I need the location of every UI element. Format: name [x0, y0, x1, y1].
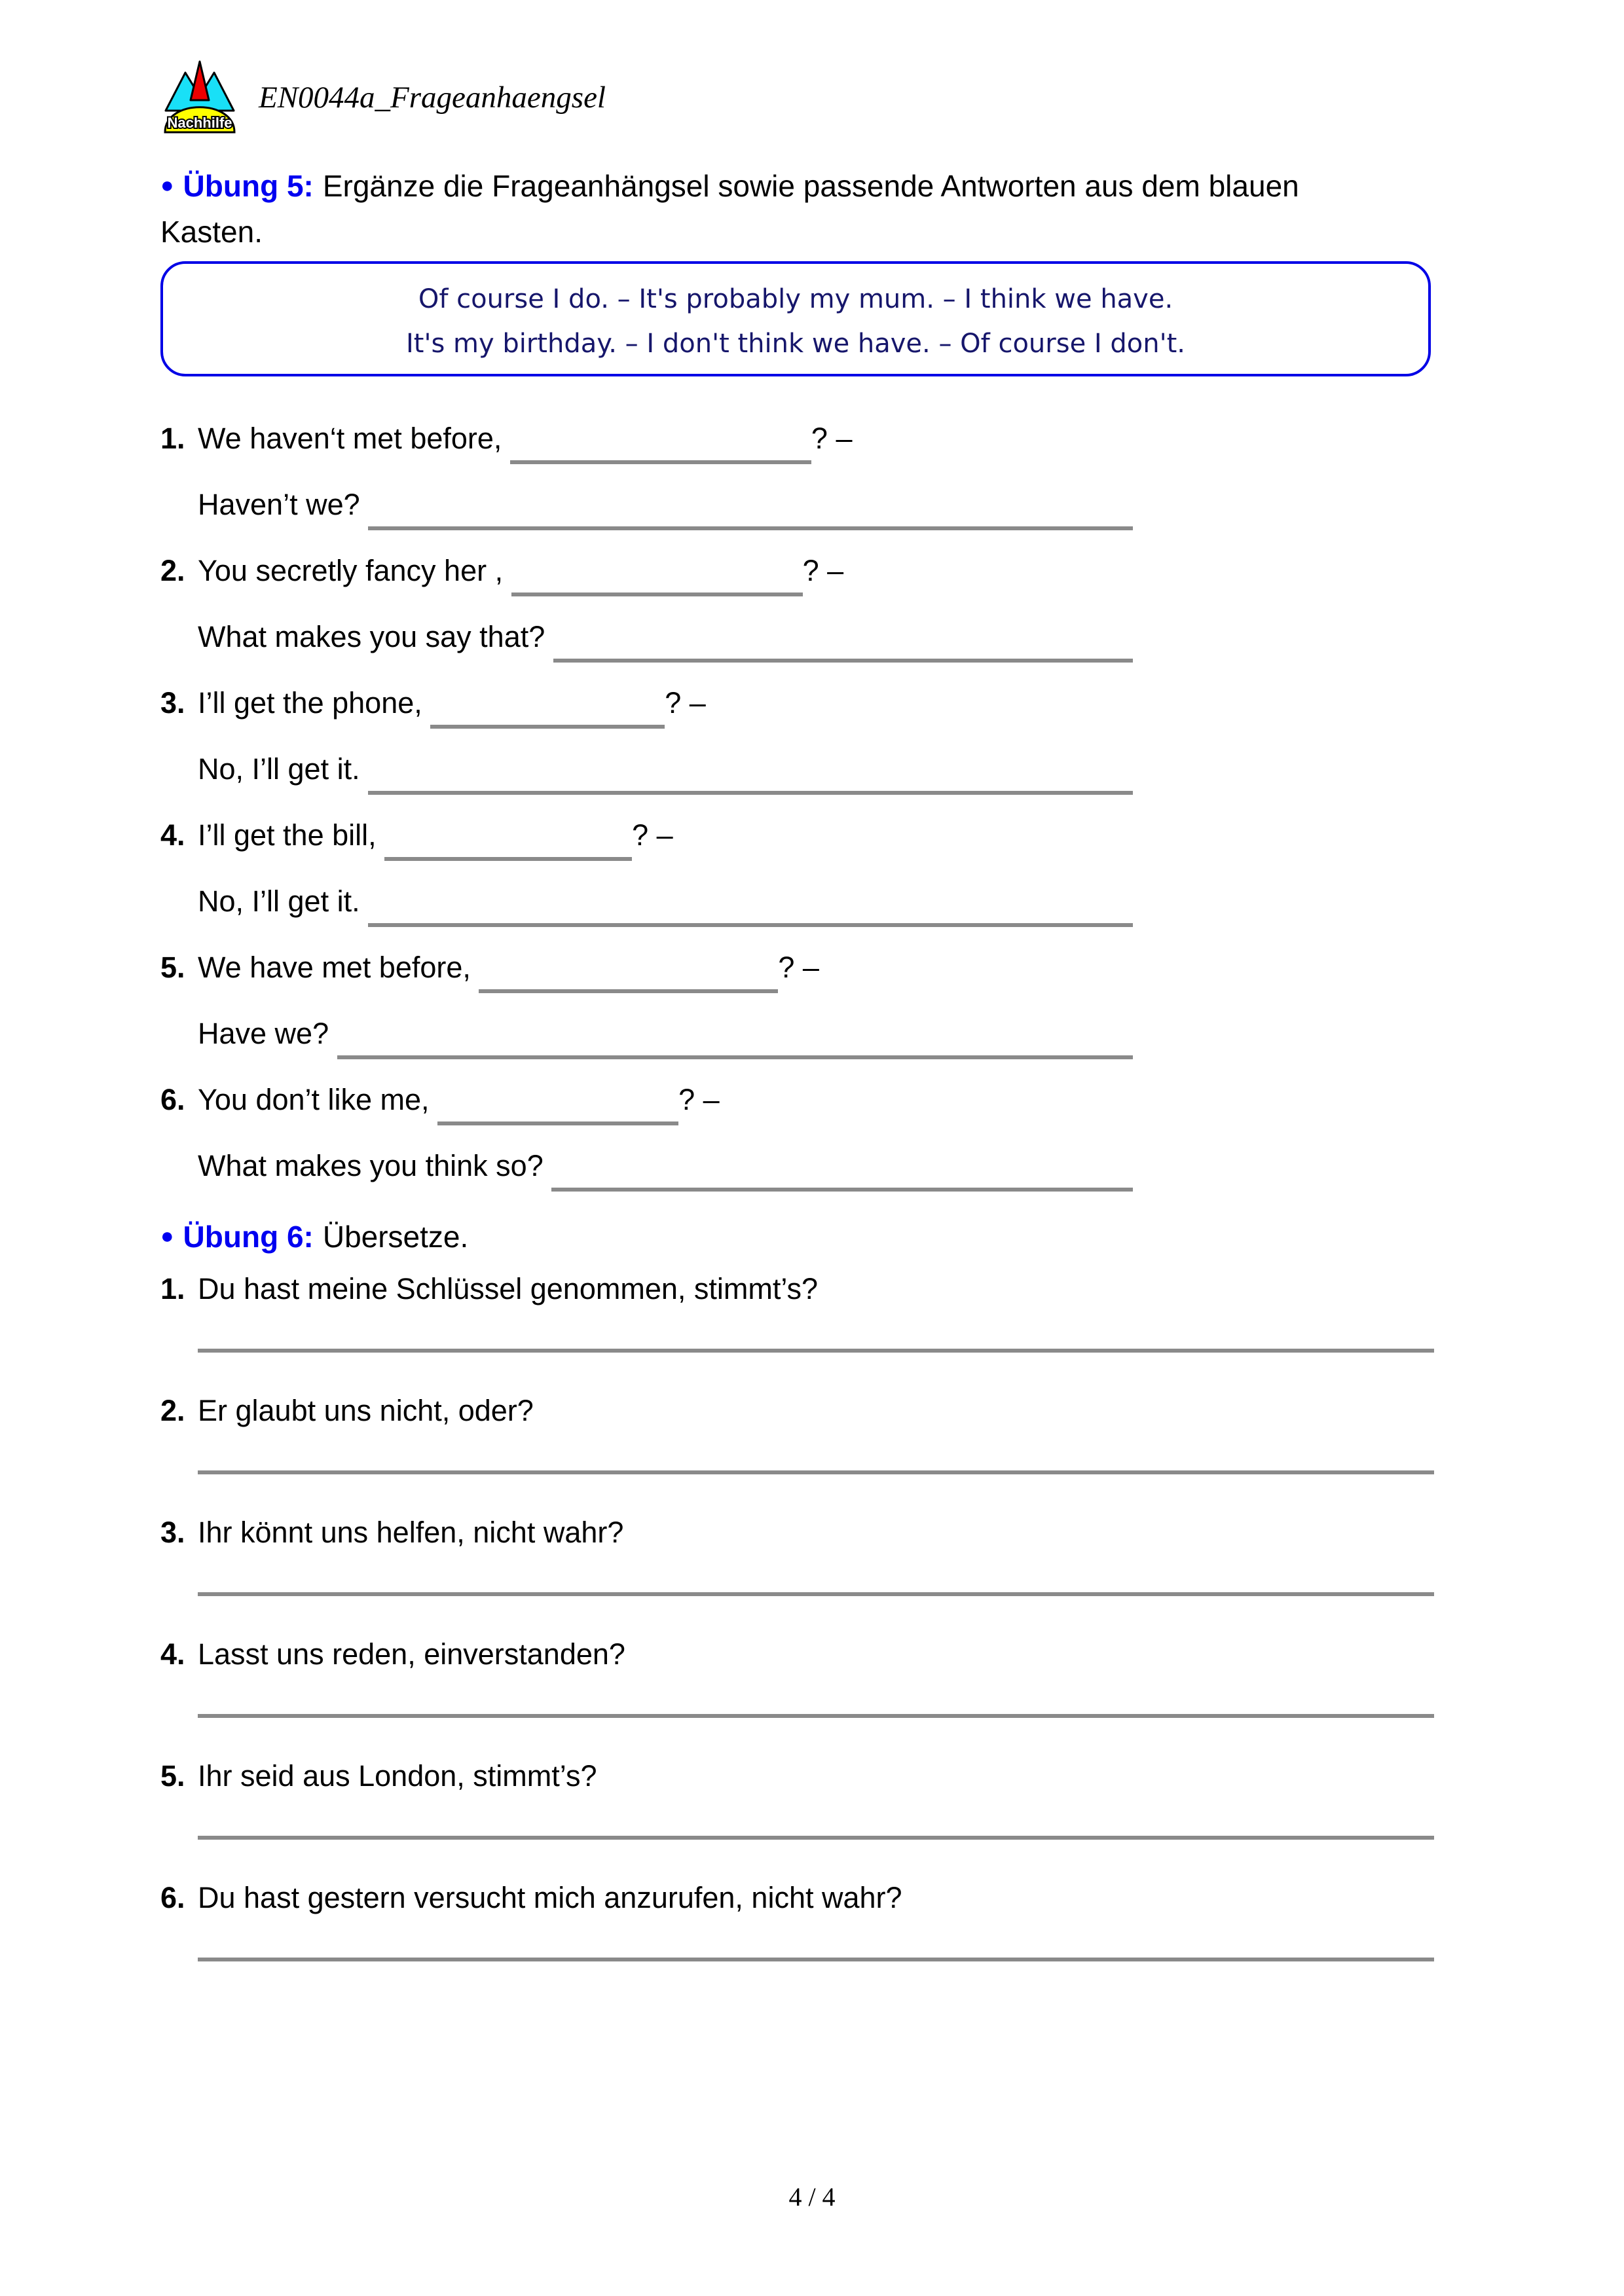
question-text: I’ll get the bill, [198, 818, 385, 852]
answer-prompt: Have we? [198, 1017, 337, 1050]
answer-blank-line [198, 1714, 1434, 1718]
answer-blank-line [553, 659, 1133, 663]
answer-blank-line [198, 1470, 1434, 1474]
answer-row-4 [198, 883, 1133, 920]
translation-item-5 [160, 1757, 1434, 1840]
question-number: 5. [160, 951, 185, 984]
answer-prompt: No, I’ll get it. [198, 752, 369, 786]
answer-prompt: Haven’t we? [198, 488, 369, 521]
translation-question-row [160, 1270, 1434, 1308]
question-text: I’ll get the phone, [198, 686, 431, 720]
question-number: 4. [160, 818, 185, 852]
answer-blank-line [198, 1349, 1434, 1353]
bullet-icon: ● [160, 1224, 174, 1248]
question-text: Du hast meine Schlüssel genommen, stimmt’s? [198, 1272, 819, 1305]
translation-question-row [160, 1392, 1434, 1430]
page-number: 4 / 4 [788, 2182, 836, 2212]
question-number: 4. [160, 1637, 185, 1671]
bullet-icon: ● [160, 173, 174, 198]
exercise5-instruction-line1: Ergänze die Frageanhängsel sowie passende Antworten aus dem blauen [322, 169, 1299, 203]
exercise5-heading [160, 162, 1434, 255]
answer-row-6 [198, 1147, 1133, 1185]
question-text: Ihr seid aus London, stimmt’s? [198, 1759, 597, 1793]
translation-question-row [160, 1635, 1434, 1673]
question-number: 5. [160, 1759, 185, 1793]
translation-question-row [160, 1757, 1434, 1795]
translation-question-row [160, 1879, 1434, 1917]
question-tail: ? – [802, 554, 844, 587]
answer-blank-line [368, 526, 1133, 530]
answer-blank-line [368, 791, 1133, 795]
question-number: 1. [160, 1272, 185, 1305]
question-number: 2. [160, 1394, 185, 1427]
question-blank-line [511, 592, 803, 596]
question-text: We have met before, [198, 951, 479, 984]
answer-blank-line [198, 1592, 1434, 1596]
answer-prompt: What makes you think so? [198, 1149, 552, 1182]
question-tail: ? – [778, 951, 819, 984]
translation-item-1 [160, 1270, 1434, 1353]
question-text: Er glaubt uns nicht, oder? [198, 1394, 534, 1427]
answer-options-box [160, 261, 1431, 376]
translation-item-2 [160, 1392, 1434, 1474]
question-number: 3. [160, 686, 185, 720]
document-title: EN0044a_Frageanhaengsel [259, 81, 606, 115]
question-text: We haven‘t met before, [198, 422, 510, 455]
question-tail: ? – [632, 818, 673, 852]
exercise6-heading [160, 1213, 1434, 1260]
question-text: Lasst uns reden, einverstanden? [198, 1637, 625, 1671]
question-text: Ihr könnt uns helfen, nicht wahr? [198, 1516, 624, 1549]
question-text: Du hast gestern versucht mich anzurufen, nicht wahr? [198, 1881, 902, 1914]
question-number: 3. [160, 1516, 185, 1549]
question-blank-line [437, 1121, 678, 1125]
exercise5-items [160, 420, 1434, 1185]
answer-row-3 [198, 750, 1133, 788]
answer-blank-line [198, 1836, 1434, 1840]
logo-text: Nachhilfe [167, 115, 232, 131]
question-number: 1. [160, 422, 185, 455]
options-line-1: Of course I do. – It's probably my mum. – I think we have. [418, 284, 1173, 314]
question-row-4 [160, 816, 1434, 854]
translation-item-3 [160, 1514, 1434, 1596]
question-blank-line [384, 857, 632, 861]
question-row-6 [160, 1081, 1434, 1119]
answer-row-5 [198, 1015, 1133, 1053]
translation-item-4 [160, 1635, 1434, 1718]
question-row-2 [160, 552, 1434, 590]
question-number: 2. [160, 554, 185, 587]
exercise5-label: Übung 5: [183, 169, 314, 203]
question-blank-line [510, 460, 811, 464]
question-text: You don’t like me, [198, 1083, 438, 1116]
exercise6-label: Übung 6: [183, 1220, 314, 1254]
question-row-5 [160, 949, 1434, 987]
answer-prompt: What makes you say that? [198, 620, 553, 653]
question-row-1 [160, 420, 1434, 458]
answer-row-1 [198, 486, 1133, 524]
question-tail: ? – [665, 686, 706, 720]
exercise5-instruction-line2: Kasten. [160, 215, 263, 249]
answer-blank-line [368, 923, 1133, 927]
page-header [160, 58, 1434, 137]
answer-blank-line [337, 1055, 1133, 1059]
nachhilfe-logo-icon [160, 58, 239, 137]
question-row-3 [160, 684, 1434, 722]
exercise6-items [160, 1270, 1434, 1961]
answer-blank-line [551, 1188, 1133, 1192]
question-blank-line [430, 725, 665, 729]
question-number: 6. [160, 1881, 185, 1914]
translation-item-6 [160, 1879, 1434, 1961]
question-tail: ? – [811, 422, 853, 455]
translation-question-row [160, 1514, 1434, 1552]
answer-blank-line [198, 1958, 1434, 1961]
exercise6-instruction: Übersetze. [322, 1220, 469, 1254]
question-number: 6. [160, 1083, 185, 1116]
question-blank-line [479, 989, 778, 993]
answer-row-2 [198, 618, 1133, 656]
question-tail: ? – [678, 1083, 720, 1116]
answer-prompt: No, I’ll get it. [198, 884, 369, 918]
question-text: You secretly fancy her , [198, 554, 511, 587]
options-line-2: It's my birthday. – I don't think we have. – Of course I don't. [405, 329, 1186, 359]
